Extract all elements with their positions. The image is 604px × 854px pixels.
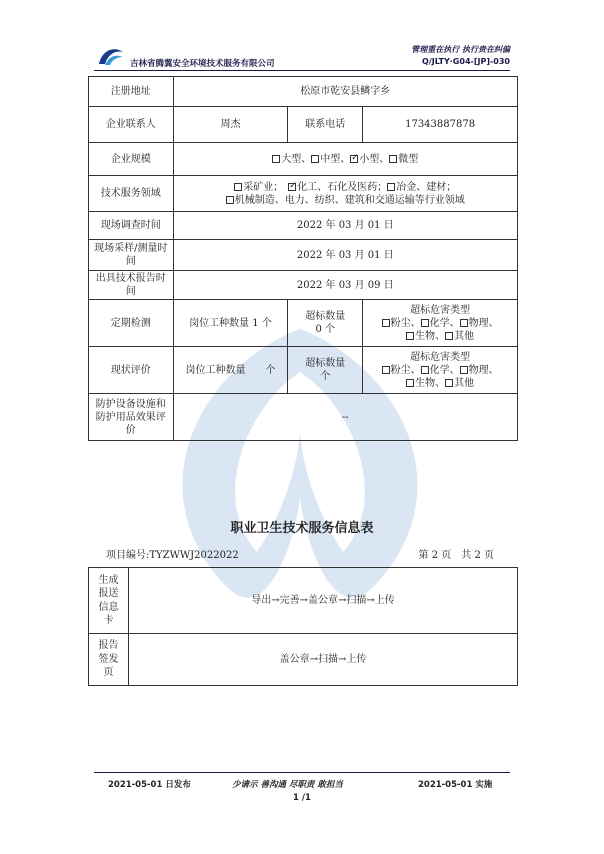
table-row: [89, 107, 518, 143]
implement-date: 2021-05-01 实施: [418, 780, 493, 790]
project-number: 项目编号:TYZWWJ2022022: [106, 550, 239, 561]
document-code: Q/JLTY·G04-[JP]-030: [422, 57, 510, 66]
checkbox-icon: [421, 366, 429, 374]
sign-page-label: 报告签发页: [89, 634, 129, 686]
page-number: 1 /1: [293, 793, 311, 803]
info-card-label: 生成报送信息卡: [89, 568, 129, 634]
scale-label: 企业规模: [89, 143, 174, 176]
checkbox-icon: [406, 332, 414, 340]
table-row: [89, 634, 518, 686]
address-label: 注册地址: [89, 77, 174, 107]
scale-option-large[interactable]: 大型、: [272, 154, 311, 165]
table-row: [89, 143, 518, 176]
sampling-value: 2022 年 03 月 01 日: [173, 240, 517, 271]
domain-option-chemical[interactable]: ✓ 化工、石化及医药；: [288, 182, 387, 193]
table-row: [89, 300, 518, 347]
company-logo: [96, 44, 126, 68]
table-row: [89, 347, 518, 394]
domain-option-mining[interactable]: 采矿业；: [234, 182, 278, 193]
checkbox-icon: [382, 319, 390, 327]
domain-option-manufacturing[interactable]: 机械制造、电力、纺织、建筑和交通运输等行业领域: [226, 195, 465, 206]
table-row: [89, 77, 518, 107]
hazard-option-physical[interactable]: 物理、: [460, 318, 499, 329]
status-hazards: 超标危害类型 粉尘、 化学、 物理、生物、 其他: [363, 347, 518, 394]
table-row: [89, 568, 518, 634]
checkbox-icon: [421, 319, 429, 327]
contact-label: 企业联系人: [89, 107, 174, 143]
table-row: [89, 240, 518, 271]
periodic-posts: 岗位工种数量 1 个: [173, 300, 288, 347]
status-label: 现状评价: [89, 347, 174, 394]
hazard-option-physical[interactable]: 物理、: [460, 365, 499, 376]
header-slogan: 管理重在执行 执行贵在纠偏: [411, 45, 510, 54]
enterprise-info-table: [88, 76, 518, 441]
domain-option-metallurgy[interactable]: 冶金、建材；: [387, 182, 456, 193]
hazard-option-dust[interactable]: 粉尘、: [382, 318, 421, 329]
domain-options: [173, 176, 517, 212]
survey-value: 2022 年 03 月 01 日: [173, 212, 517, 240]
periodic-exceed: 超标数量 0 个: [288, 300, 363, 347]
scale-option-micro[interactable]: 微型: [389, 154, 418, 165]
checkbox-icon: [234, 183, 242, 191]
company-name: 吉林省腾翼安全环境技术服务有限公司: [130, 59, 275, 69]
report-value: 2022 年 03 月 09 日: [173, 271, 517, 300]
hazard-option-chemical[interactable]: 化学、: [421, 365, 460, 376]
survey-label: 现场调查时间: [89, 212, 174, 240]
domain-label: 技术服务领域: [89, 176, 174, 212]
checkbox-icon: [445, 332, 453, 340]
checkbox-icon: [226, 196, 234, 204]
checkbox-icon: [460, 319, 468, 327]
checked-checkbox-icon: [288, 183, 296, 191]
scale-option-small[interactable]: ✓ 小型、: [350, 154, 389, 165]
checkbox-icon: [311, 155, 319, 163]
protect-value: --: [173, 394, 517, 441]
checkbox-icon: [382, 366, 390, 374]
page-info: 第 2 页 共 2 页: [418, 550, 494, 561]
footer-slogan: 少请示 善沟通 尽职责 敢担当: [232, 780, 343, 790]
checkbox-icon: [445, 379, 453, 387]
report-label: 出具技术报告时间: [89, 271, 174, 300]
hazard-option-chemical[interactable]: 化学、: [421, 318, 460, 329]
checkbox-icon: [460, 366, 468, 374]
service-info-table: [88, 567, 518, 686]
status-exceed: 超标数量 个: [288, 347, 363, 394]
table-row: [89, 271, 518, 300]
address-value: 松原市乾安县鳞字乡: [173, 77, 517, 107]
checked-checkbox-icon: [350, 155, 358, 163]
protect-label: 防护设备设施和防护用品效果评价: [89, 394, 174, 441]
header-divider: [94, 70, 510, 71]
phone-label: 联系电话: [288, 107, 363, 143]
scale-options: [173, 143, 517, 176]
contact-value: 周杰: [173, 107, 288, 143]
sampling-label: 现场采样/测量时间: [89, 240, 174, 271]
table-row: [89, 394, 518, 441]
publish-date: 2021-05-01 日发布: [108, 780, 191, 790]
checkbox-icon: [387, 183, 395, 191]
hazard-option-dust[interactable]: 粉尘、: [382, 365, 421, 376]
status-posts: 岗位工种数量 个: [173, 347, 288, 394]
periodic-hazards: 超标危害类型 粉尘、 化学、 物理、生物、 其他: [363, 300, 518, 347]
sign-page-value: 盖公章→扫描→上传: [129, 634, 518, 686]
table-row: [89, 176, 518, 212]
scale-option-medium[interactable]: 中型、: [311, 154, 350, 165]
hazard-option-other[interactable]: 其他: [445, 331, 474, 342]
footer-divider: [94, 772, 510, 773]
phone-value: 17343887878: [363, 107, 518, 143]
hazard-option-other[interactable]: 其他: [445, 378, 474, 389]
checkbox-icon: [389, 155, 397, 163]
checkbox-icon: [272, 155, 280, 163]
periodic-label: 定期检测: [89, 300, 174, 347]
info-card-value: 导出→完善→盖公章→扫描→上传: [129, 568, 518, 634]
checkbox-icon: [406, 379, 414, 387]
hazard-option-bio[interactable]: 生物、: [406, 378, 445, 389]
table-row: [89, 212, 518, 240]
hazard-option-bio[interactable]: 生物、: [406, 331, 445, 342]
info-table-title: 职业卫生技术服务信息表: [230, 521, 374, 536]
